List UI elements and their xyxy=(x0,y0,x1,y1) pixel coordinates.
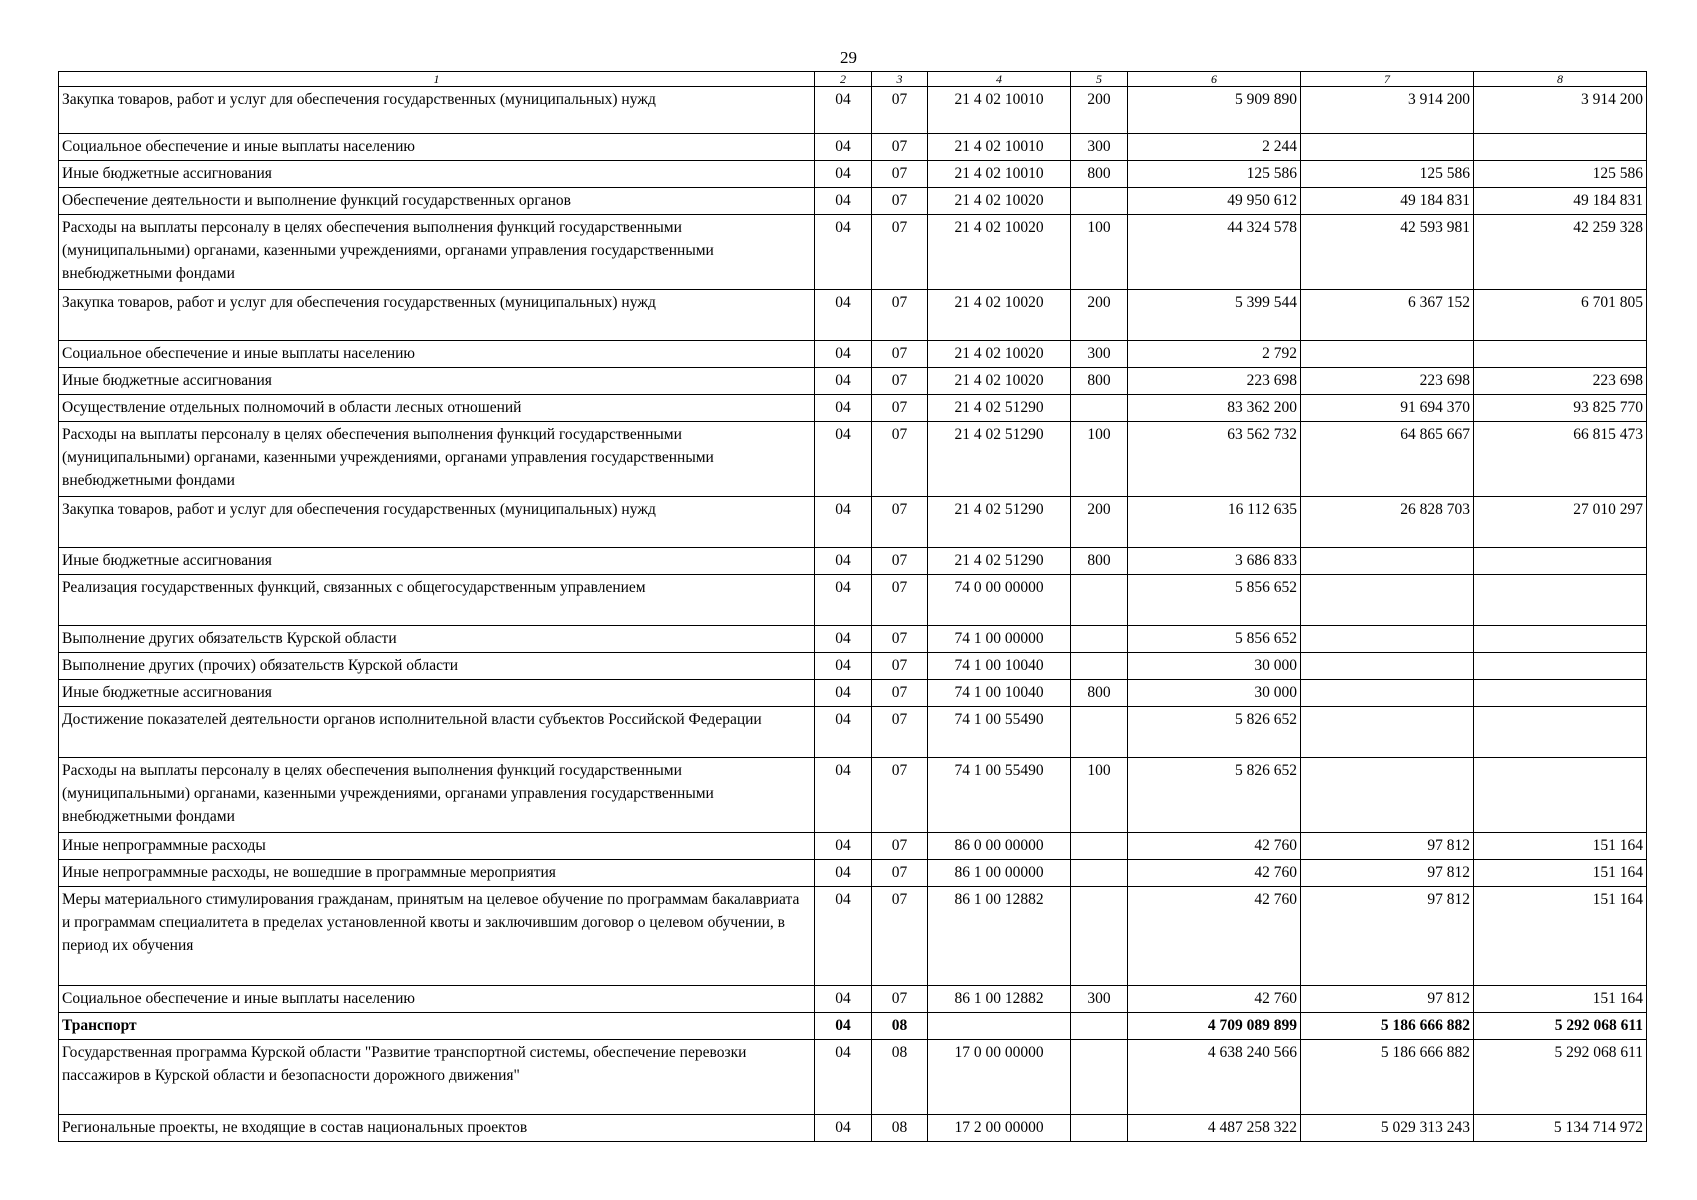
amount-year3-cell xyxy=(1474,680,1647,707)
row-name-cell: Транспорт xyxy=(59,1013,815,1040)
subsection-code-cell: 07 xyxy=(872,161,928,188)
subsection-code-cell: 07 xyxy=(872,653,928,680)
amount-year2-cell xyxy=(1301,134,1474,161)
expense-type-cell xyxy=(1071,395,1128,422)
subsection-code-cell: 07 xyxy=(872,188,928,215)
target-article-cell: 21 4 02 10020 xyxy=(928,215,1071,290)
section-code-cell: 04 xyxy=(815,758,872,833)
page-number: 29 xyxy=(840,48,857,67)
target-article-cell: 21 4 02 51290 xyxy=(928,395,1071,422)
section-code-cell: 04 xyxy=(815,1013,872,1040)
target-article-cell: 74 0 00 00000 xyxy=(928,575,1071,626)
section-code-cell: 04 xyxy=(815,986,872,1013)
amount-year1-cell: 49 950 612 xyxy=(1128,188,1301,215)
amount-year3-cell xyxy=(1474,758,1647,833)
amount-year1-cell: 30 000 xyxy=(1128,680,1301,707)
row-name-cell: Осуществление отдельных полномочий в области лесных отношений xyxy=(59,395,815,422)
subsection-code-cell: 07 xyxy=(872,422,928,497)
table-row xyxy=(59,575,1647,626)
expense-type-cell: 800 xyxy=(1071,161,1128,188)
row-name-cell: Закупка товаров, работ и услуг для обеспечения государственных (муниципальных) нужд xyxy=(59,497,815,548)
target-article-cell: 21 4 02 10020 xyxy=(928,341,1071,368)
expense-type-cell: 100 xyxy=(1071,422,1128,497)
table-row xyxy=(59,161,1647,188)
table-row xyxy=(59,860,1647,887)
expense-type-cell xyxy=(1071,1115,1128,1142)
row-name-cell: Социальное обеспечение и иные выплаты населению xyxy=(59,341,815,368)
amount-year1-cell: 44 324 578 xyxy=(1128,215,1301,290)
amount-year3-cell: 6 701 805 xyxy=(1474,290,1647,341)
column-header: 7 xyxy=(1301,72,1474,87)
amount-year1-cell: 42 760 xyxy=(1128,887,1301,986)
amount-year3-cell: 5 292 068 611 xyxy=(1474,1013,1647,1040)
subsection-code-cell: 07 xyxy=(872,986,928,1013)
amount-year2-cell: 97 812 xyxy=(1301,986,1474,1013)
section-code-cell: 04 xyxy=(815,1115,872,1142)
row-name-cell: Закупка товаров, работ и услуг для обеспечения государственных (муниципальных) нужд xyxy=(59,290,815,341)
target-article-cell: 74 1 00 00000 xyxy=(928,626,1071,653)
amount-year2-cell xyxy=(1301,548,1474,575)
target-article-cell: 21 4 02 10020 xyxy=(928,368,1071,395)
amount-year2-cell: 97 812 xyxy=(1301,887,1474,986)
section-code-cell: 04 xyxy=(815,575,872,626)
amount-year3-cell xyxy=(1474,653,1647,680)
expense-type-cell: 300 xyxy=(1071,134,1128,161)
amount-year3-cell: 93 825 770 xyxy=(1474,395,1647,422)
amount-year3-cell: 125 586 xyxy=(1474,161,1647,188)
row-name-cell: Иные бюджетные ассигнования xyxy=(59,368,815,395)
target-article-cell: 21 4 02 10020 xyxy=(928,188,1071,215)
column-header: 5 xyxy=(1071,72,1128,87)
section-code-cell: 04 xyxy=(815,860,872,887)
table-row xyxy=(59,341,1647,368)
subsection-code-cell: 07 xyxy=(872,548,928,575)
table-row xyxy=(59,887,1647,986)
row-name-cell: Расходы на выплаты персоналу в целях обеспечения выполнения функций государственными (муниципальными) органами, казенными учреждениями, органами управления государственными внебюджетными фондами xyxy=(59,422,815,497)
row-name-cell: Иные непрограммные расходы xyxy=(59,833,815,860)
expense-type-cell xyxy=(1071,1013,1128,1040)
amount-year1-cell: 125 586 xyxy=(1128,161,1301,188)
expense-type-cell: 300 xyxy=(1071,986,1128,1013)
target-article-cell: 21 4 02 51290 xyxy=(928,497,1071,548)
amount-year3-cell: 223 698 xyxy=(1474,368,1647,395)
amount-year2-cell: 91 694 370 xyxy=(1301,395,1474,422)
subsection-code-cell: 07 xyxy=(872,395,928,422)
amount-year2-cell: 64 865 667 xyxy=(1301,422,1474,497)
row-name-cell: Закупка товаров, работ и услуг для обеспечения государственных (муниципальных) нужд xyxy=(59,87,815,134)
section-code-cell: 04 xyxy=(815,548,872,575)
amount-year1-cell: 4 487 258 322 xyxy=(1128,1115,1301,1142)
amount-year1-cell: 63 562 732 xyxy=(1128,422,1301,497)
amount-year3-cell xyxy=(1474,134,1647,161)
target-article-cell: 74 1 00 10040 xyxy=(928,680,1071,707)
section-code-cell: 04 xyxy=(815,134,872,161)
expense-type-cell xyxy=(1071,860,1128,887)
amount-year2-cell: 49 184 831 xyxy=(1301,188,1474,215)
amount-year3-cell: 151 164 xyxy=(1474,860,1647,887)
expense-type-cell xyxy=(1071,833,1128,860)
target-article-cell: 21 4 02 10010 xyxy=(928,87,1071,134)
amount-year1-cell: 2 792 xyxy=(1128,341,1301,368)
row-name-cell: Выполнение других (прочих) обязательств Курской области xyxy=(59,653,815,680)
amount-year1-cell: 42 760 xyxy=(1128,986,1301,1013)
subsection-code-cell: 07 xyxy=(872,575,928,626)
target-article-cell: 74 1 00 55490 xyxy=(928,707,1071,758)
subsection-code-cell: 07 xyxy=(872,680,928,707)
subsection-code-cell: 07 xyxy=(872,758,928,833)
amount-year1-cell: 4 638 240 566 xyxy=(1128,1040,1301,1115)
section-code-cell: 04 xyxy=(815,341,872,368)
row-name-cell: Выполнение других обязательств Курской области xyxy=(59,626,815,653)
section-code-cell: 04 xyxy=(815,395,872,422)
amount-year3-cell: 66 815 473 xyxy=(1474,422,1647,497)
expense-type-cell xyxy=(1071,575,1128,626)
amount-year1-cell: 83 362 200 xyxy=(1128,395,1301,422)
amount-year3-cell: 151 164 xyxy=(1474,887,1647,986)
amount-year3-cell: 42 259 328 xyxy=(1474,215,1647,290)
target-article-cell: 21 4 02 51290 xyxy=(928,548,1071,575)
subsection-code-cell: 08 xyxy=(872,1013,928,1040)
row-name-cell: Меры материального стимулирования гражданам, принятым на целевое обучение по программам бакалавриата и программам специалитета в пределах установленной квоты и заключившим договор о целевом обучении, в период их обучения xyxy=(59,887,815,986)
amount-year2-cell: 26 828 703 xyxy=(1301,497,1474,548)
amount-year1-cell: 2 244 xyxy=(1128,134,1301,161)
target-article-cell xyxy=(928,1013,1071,1040)
amount-year2-cell xyxy=(1301,758,1474,833)
target-article-cell: 21 4 02 10020 xyxy=(928,290,1071,341)
row-name-cell: Иные бюджетные ассигнования xyxy=(59,161,815,188)
subsection-code-cell: 07 xyxy=(872,497,928,548)
amount-year1-cell: 223 698 xyxy=(1128,368,1301,395)
subsection-code-cell: 07 xyxy=(872,87,928,134)
section-code-cell: 04 xyxy=(815,215,872,290)
expense-type-cell xyxy=(1071,188,1128,215)
amount-year2-cell: 3 914 200 xyxy=(1301,87,1474,134)
row-name-cell: Обеспечение деятельности и выполнение функций государственных органов xyxy=(59,188,815,215)
amount-year1-cell: 5 909 890 xyxy=(1128,87,1301,134)
amount-year1-cell: 42 760 xyxy=(1128,860,1301,887)
subsection-code-cell: 07 xyxy=(872,833,928,860)
table-row xyxy=(59,368,1647,395)
column-header-row xyxy=(59,72,1647,87)
expense-type-cell: 300 xyxy=(1071,341,1128,368)
expense-type-cell: 800 xyxy=(1071,368,1128,395)
amount-year2-cell: 5 029 313 243 xyxy=(1301,1115,1474,1142)
row-name-cell: Расходы на выплаты персоналу в целях обеспечения выполнения функций государственными (муниципальными) органами, казенными учреждениями, органами управления государственными внебюджетными фондами xyxy=(59,758,815,833)
row-name-cell: Региональные проекты, не входящие в состав национальных проектов xyxy=(59,1115,815,1142)
target-article-cell: 21 4 02 51290 xyxy=(928,422,1071,497)
amount-year1-cell: 5 826 652 xyxy=(1128,758,1301,833)
target-article-cell: 86 1 00 12882 xyxy=(928,986,1071,1013)
amount-year2-cell xyxy=(1301,626,1474,653)
table-row xyxy=(59,215,1647,290)
expense-type-cell: 100 xyxy=(1071,758,1128,833)
column-header: 6 xyxy=(1128,72,1301,87)
section-code-cell: 04 xyxy=(815,1040,872,1115)
row-name-cell: Социальное обеспечение и иные выплаты населению xyxy=(59,134,815,161)
amount-year3-cell: 151 164 xyxy=(1474,986,1647,1013)
target-article-cell: 17 2 00 00000 xyxy=(928,1115,1071,1142)
subsection-code-cell: 07 xyxy=(872,368,928,395)
amount-year1-cell: 42 760 xyxy=(1128,833,1301,860)
amount-year2-cell: 97 812 xyxy=(1301,833,1474,860)
target-article-cell: 74 1 00 10040 xyxy=(928,653,1071,680)
subsection-code-cell: 07 xyxy=(872,887,928,986)
section-code-cell: 04 xyxy=(815,707,872,758)
subsection-code-cell: 08 xyxy=(872,1040,928,1115)
amount-year3-cell: 5 134 714 972 xyxy=(1474,1115,1647,1142)
column-header: 4 xyxy=(928,72,1071,87)
expense-type-cell xyxy=(1071,887,1128,986)
target-article-cell: 86 1 00 00000 xyxy=(928,860,1071,887)
section-code-cell: 04 xyxy=(815,368,872,395)
table-row xyxy=(59,422,1647,497)
amount-year1-cell: 5 856 652 xyxy=(1128,626,1301,653)
amount-year2-cell: 5 186 666 882 xyxy=(1301,1040,1474,1115)
section-code-cell: 04 xyxy=(815,422,872,497)
target-article-cell: 74 1 00 55490 xyxy=(928,758,1071,833)
target-article-cell: 86 1 00 12882 xyxy=(928,887,1071,986)
amount-year2-cell xyxy=(1301,575,1474,626)
target-article-cell: 21 4 02 10010 xyxy=(928,161,1071,188)
amount-year2-cell: 6 367 152 xyxy=(1301,290,1474,341)
row-name-cell: Расходы на выплаты персоналу в целях обеспечения выполнения функций государственными (муниципальными) органами, казенными учреждениями, органами управления государственными внебюджетными фондами xyxy=(59,215,815,290)
row-name-cell: Реализация государственных функций, связанных с общегосударственным управлением xyxy=(59,575,815,626)
section-code-cell: 04 xyxy=(815,161,872,188)
expense-type-cell: 800 xyxy=(1071,548,1128,575)
expense-type-cell xyxy=(1071,626,1128,653)
table-row xyxy=(59,626,1647,653)
expense-type-cell: 200 xyxy=(1071,290,1128,341)
expense-type-cell xyxy=(1071,653,1128,680)
amount-year2-cell xyxy=(1301,680,1474,707)
target-article-cell: 21 4 02 10010 xyxy=(928,134,1071,161)
table-row xyxy=(59,188,1647,215)
target-article-cell: 17 0 00 00000 xyxy=(928,1040,1071,1115)
row-name-cell: Иные непрограммные расходы, не вошедшие в программные мероприятия xyxy=(59,860,815,887)
section-code-cell: 04 xyxy=(815,87,872,134)
amount-year1-cell: 3 686 833 xyxy=(1128,548,1301,575)
amount-year3-cell xyxy=(1474,575,1647,626)
amount-year1-cell: 16 112 635 xyxy=(1128,497,1301,548)
amount-year2-cell: 223 698 xyxy=(1301,368,1474,395)
column-header: 2 xyxy=(815,72,872,87)
budget-table xyxy=(58,71,1647,1142)
expense-type-cell: 200 xyxy=(1071,87,1128,134)
table-row xyxy=(59,1013,1647,1040)
table-row xyxy=(59,680,1647,707)
subsection-code-cell: 07 xyxy=(872,626,928,653)
section-code-cell: 04 xyxy=(815,290,872,341)
amount-year2-cell xyxy=(1301,653,1474,680)
amount-year3-cell xyxy=(1474,341,1647,368)
amount-year2-cell xyxy=(1301,341,1474,368)
column-header: 3 xyxy=(872,72,928,87)
table-row xyxy=(59,653,1647,680)
section-code-cell: 04 xyxy=(815,680,872,707)
subsection-code-cell: 07 xyxy=(872,134,928,161)
row-name-cell: Иные бюджетные ассигнования xyxy=(59,548,815,575)
table-row xyxy=(59,1040,1647,1115)
amount-year3-cell xyxy=(1474,626,1647,653)
table-row xyxy=(59,833,1647,860)
table-row xyxy=(59,758,1647,833)
subsection-code-cell: 07 xyxy=(872,290,928,341)
expense-type-cell: 100 xyxy=(1071,215,1128,290)
expense-type-cell: 800 xyxy=(1071,680,1128,707)
section-code-cell: 04 xyxy=(815,188,872,215)
table-row xyxy=(59,707,1647,758)
amount-year1-cell: 4 709 089 899 xyxy=(1128,1013,1301,1040)
subsection-code-cell: 07 xyxy=(872,860,928,887)
section-code-cell: 04 xyxy=(815,653,872,680)
amount-year3-cell xyxy=(1474,707,1647,758)
amount-year1-cell: 5 826 652 xyxy=(1128,707,1301,758)
table-row xyxy=(59,497,1647,548)
expense-type-cell xyxy=(1071,707,1128,758)
expense-type-cell xyxy=(1071,1040,1128,1115)
row-name-cell: Государственная программа Курской области "Развитие транспортной системы, обеспечение перевозки пассажиров в Курской области и безопасности дорожного движения" xyxy=(59,1040,815,1115)
section-code-cell: 04 xyxy=(815,497,872,548)
amount-year2-cell: 97 812 xyxy=(1301,860,1474,887)
amount-year1-cell: 5 856 652 xyxy=(1128,575,1301,626)
row-name-cell: Социальное обеспечение и иные выплаты населению xyxy=(59,986,815,1013)
subsection-code-cell: 07 xyxy=(872,215,928,290)
expense-type-cell: 200 xyxy=(1071,497,1128,548)
amount-year3-cell: 5 292 068 611 xyxy=(1474,1040,1647,1115)
section-code-cell: 04 xyxy=(815,833,872,860)
amount-year2-cell: 125 586 xyxy=(1301,161,1474,188)
amount-year1-cell: 5 399 544 xyxy=(1128,290,1301,341)
table-row xyxy=(59,290,1647,341)
amount-year2-cell: 5 186 666 882 xyxy=(1301,1013,1474,1040)
target-article-cell: 86 0 00 00000 xyxy=(928,833,1071,860)
column-header: 1 xyxy=(59,72,815,87)
row-name-cell: Достижение показателей деятельности органов исполнительной власти субъектов Российской Федерации xyxy=(59,707,815,758)
table-row xyxy=(59,134,1647,161)
amount-year3-cell: 151 164 xyxy=(1474,833,1647,860)
table-row xyxy=(59,986,1647,1013)
amount-year3-cell xyxy=(1474,548,1647,575)
table-row xyxy=(59,87,1647,134)
amount-year1-cell: 30 000 xyxy=(1128,653,1301,680)
section-code-cell: 04 xyxy=(815,887,872,986)
table-row xyxy=(59,1115,1647,1142)
table-row xyxy=(59,548,1647,575)
row-name-cell: Иные бюджетные ассигнования xyxy=(59,680,815,707)
amount-year3-cell: 49 184 831 xyxy=(1474,188,1647,215)
amount-year3-cell: 27 010 297 xyxy=(1474,497,1647,548)
subsection-code-cell: 07 xyxy=(872,707,928,758)
section-code-cell: 04 xyxy=(815,626,872,653)
amount-year2-cell xyxy=(1301,707,1474,758)
amount-year3-cell: 3 914 200 xyxy=(1474,87,1647,134)
column-header: 8 xyxy=(1474,72,1647,87)
subsection-code-cell: 08 xyxy=(872,1115,928,1142)
table-row xyxy=(59,395,1647,422)
amount-year2-cell: 42 593 981 xyxy=(1301,215,1474,290)
subsection-code-cell: 07 xyxy=(872,341,928,368)
